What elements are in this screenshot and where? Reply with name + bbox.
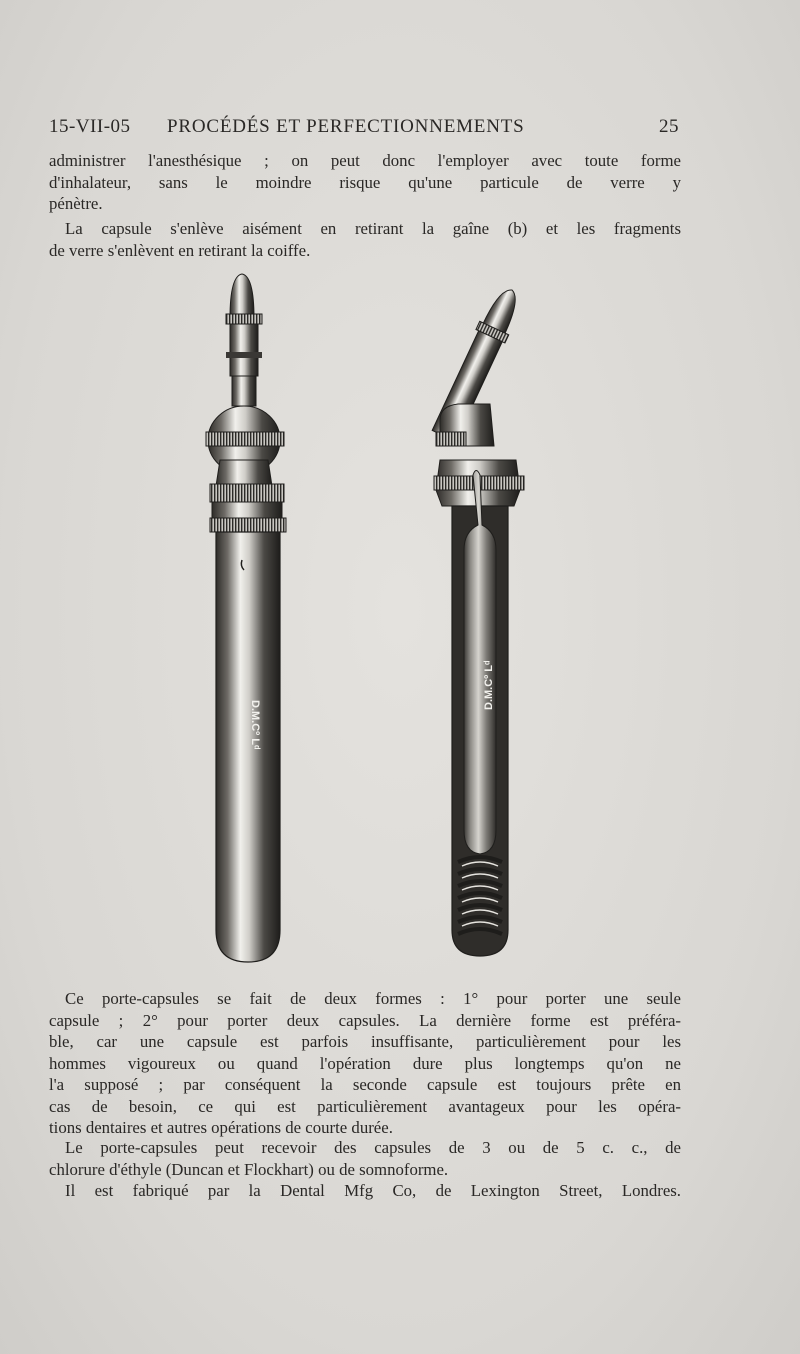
closed-holder — [206, 274, 286, 962]
right-engraving: D.M.Cº Lᵈ — [483, 660, 495, 710]
section-title: PROCÉDÉS ET PERFECTIONNEMENTS — [167, 116, 525, 137]
issue-date: 15-VII-05 — [49, 116, 131, 137]
left-engraving: D.M.Cº Lᵈ — [249, 700, 261, 750]
open-holder — [429, 283, 526, 956]
text-line: l'a supposé ; par conséquent la seconde capsule est toujours prête en — [49, 1075, 681, 1094]
text-line: Le porte-capsules peut recevoir des capsules de 3 ou de 5 c. c., de — [65, 1138, 681, 1157]
text-line: pénètre. — [49, 194, 103, 213]
text-line: capsule ; 2° pour porter deux capsules. La dernière forme est préféra- — [49, 1010, 681, 1030]
paragraph-two-forms — [49, 988, 681, 1139]
paragraph-capsule-removal — [49, 218, 681, 261]
text-line: d'inhalateur, sans le moindre risque qu'une particule de verre y — [49, 172, 681, 192]
text-line: de verre s'enlèvent en retirant la coiffe. — [49, 240, 311, 260]
text-line: Ce porte-capsules se fait de deux formes : 1° pour porter une seule — [65, 989, 681, 1008]
page-number: 25 — [659, 116, 679, 137]
text-line: chlorure d'éthyle (Duncan et Flockhart) ou de somnoforme. — [49, 1159, 449, 1179]
text-line: administrer l'anesthésique ; on peut donc l'employer avec toute forme — [49, 151, 681, 170]
paragraph-manufacturer — [49, 1180, 681, 1202]
text-line: hommes vigoureux ou quand l'opération dure plus longtemps qu'on ne — [49, 1053, 681, 1073]
text-line: Il est fabriqué par la Dental Mfg Co, de Lexington Street, Londres. — [65, 1181, 681, 1200]
running-head — [49, 112, 679, 142]
capsule-holder-figure — [190, 270, 560, 970]
text-line: ble, car une capsule est parfois insuffisante, particulièrement pour les — [49, 1032, 681, 1051]
paragraph-capacity — [49, 1137, 681, 1180]
capsule-holder-illustration — [190, 270, 560, 970]
text-line: La capsule s'enlève aisément en retirant la gaîne (b) et les fragments — [65, 219, 681, 238]
text-line: cas de besoin, ce qui est particulièrement avantageux pour les opéra- — [49, 1096, 681, 1116]
paragraph-anesthetic — [49, 150, 681, 215]
text-line: tions dentaires et autres opérations de courte durée. — [49, 1118, 393, 1137]
